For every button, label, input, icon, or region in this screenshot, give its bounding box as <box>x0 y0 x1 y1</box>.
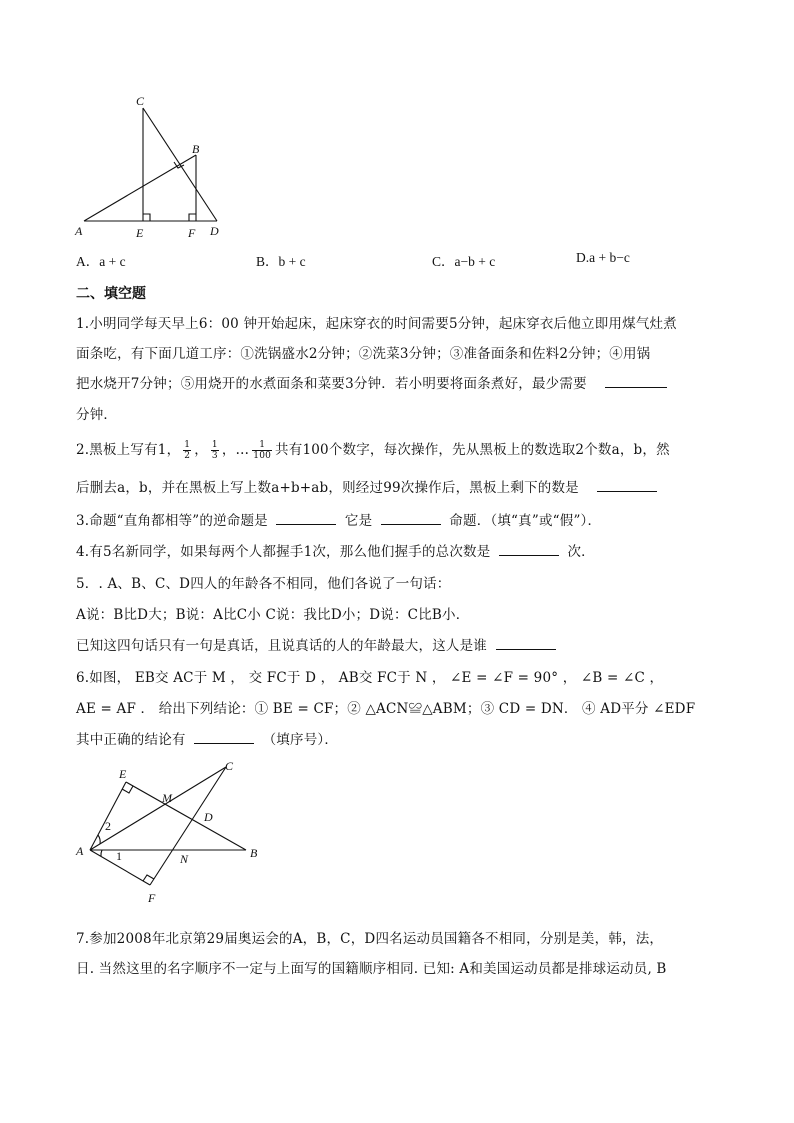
q7-line-1: 7.参加2008年北京第29届奥运会的A，B，C，D四名运动员国籍各不相同，分别是美，韩，法， <box>76 931 664 947</box>
q7-line-2: 日. 当然这里的名字顺序不一定与上面写的国籍顺序相同. 已知: A和美国运动员都是排球运动员, B <box>76 961 667 977</box>
option-b: B．b + c <box>256 254 306 269</box>
option-d: D.a + b−c <box>576 250 630 265</box>
q2-line-1 <box>76 438 670 461</box>
q3-part-1: 3.命题“直角都相等”的逆命题是 <box>76 513 268 529</box>
q3-line <box>76 509 601 529</box>
q6-line-3 <box>76 728 338 748</box>
q3-part-3: 命题．（填“真”或“假”）． <box>449 513 602 529</box>
fig2-label-c: C <box>225 759 234 773</box>
q5-line-3 <box>76 634 556 654</box>
q2-suffix: 共有100个数字，每次操作，先从黑板上的数选取2个数a，b，然 <box>275 442 670 458</box>
q2-sep-2: ，… <box>221 442 250 458</box>
fig2-label-n: N <box>180 852 189 866</box>
fig2-label-a: A <box>76 844 84 858</box>
q2-line-2 <box>76 476 657 496</box>
q5-line-3-text: 已知这四句话只有一句是真话，且说真话的人的年龄最大，这人是谁 <box>76 638 487 654</box>
figure-1-triangle-diagram <box>70 90 240 245</box>
fig1-label-d: D <box>210 224 219 238</box>
option-a: A．a + c <box>76 254 126 269</box>
section-title: 二、填空题 <box>76 286 146 302</box>
q1-line-3-text: 把水烧开7分钟；⑤用烧开的水煮面条和菜要3分钟．若小明要将面条煮好，最少需要 <box>76 376 587 392</box>
fig1-label-e: E <box>136 226 144 240</box>
q5-line-1: 5．. A、B、C、D四人的年龄各不相同，他们各说了一句话： <box>76 576 451 592</box>
q6-line-3a: 其中正确的结论有 <box>76 732 186 748</box>
option-c: C．a−b + c <box>432 254 496 269</box>
q3-blank-2[interactable] <box>381 512 441 525</box>
q6-line-1: 6.如图， EB交 AC于 M ， 交 FC于 D ， AB交 FC于 N ， ∠E = ∠F = 90° ， ∠B = ∠C ， <box>76 670 664 686</box>
q1-line-4: 分钟． <box>76 407 118 423</box>
q4-part-1: 4.有5名新同学，如果每两个人都握手1次，那么他们握手的总次数是 <box>76 544 491 560</box>
q4-blank[interactable] <box>499 543 559 556</box>
q5-line-2: A说：B比D大；B说：A比C小 C说：我比D小；D说：C比B小． <box>76 607 470 623</box>
fig1-label-c: C <box>136 94 145 108</box>
q3-part-2: 它是 <box>344 513 373 529</box>
q2-answer-blank[interactable] <box>597 479 657 492</box>
fig2-label-b: B <box>250 846 258 860</box>
q5-answer-blank[interactable] <box>496 637 556 650</box>
q1-line-2: 面条吃，有下面几道工序：①洗锅盛水2分钟；②洗菜3分钟；③准备面条和佐料2分钟；④用锅 <box>76 346 651 362</box>
q2-prefix: 2.黑板上写有1， <box>76 442 181 458</box>
fraction-hundredth: $\frac{1}{100}$ <box>253 440 272 461</box>
fig1-label-a: A <box>75 224 83 238</box>
q6-answer-blank[interactable] <box>194 731 254 744</box>
fig2-label-m: M <box>162 791 172 805</box>
q3-blank-1[interactable] <box>276 512 336 525</box>
fig2-angle-1: 1 <box>116 849 122 863</box>
fraction-third: $\frac{1}{3}$ <box>211 440 218 461</box>
fraction-half: $\frac{1}{2}$ <box>184 440 191 461</box>
q2-sep-1: ， <box>194 442 208 458</box>
fig1-label-b: B <box>192 142 200 156</box>
q4-part-2: 次． <box>567 544 595 560</box>
figure-2-geometry-diagram <box>70 755 270 910</box>
fig2-angle-2: 2 <box>105 819 111 833</box>
q1-line-1: 1.小明同学每天早上6：00 钟开始起床，起床穿衣的时间需要5分钟，起床穿衣后他立即用煤气灶煮 <box>76 316 677 332</box>
q4-line <box>76 540 595 560</box>
q6-line-2: AE = AF ． 给出下列结论：① BE = CF；② △ACN≌△ABM；③ CD = DN． ④ AD平分 ∠EDF <box>76 701 696 717</box>
fig2-label-f: F <box>148 891 156 905</box>
fig1-label-f: F <box>188 226 196 240</box>
q1-line-3 <box>76 372 667 392</box>
q2-line-2-text: 后删去a，b，并在黑板上写上数a+b+ab，则经过99次操作后，黑板上剩下的数是 <box>76 480 579 496</box>
q1-answer-blank[interactable] <box>605 375 667 388</box>
q6-line-3b: （填序号）． <box>262 732 339 748</box>
fig2-label-e: E <box>119 767 127 781</box>
fig2-label-d: D <box>204 810 213 824</box>
